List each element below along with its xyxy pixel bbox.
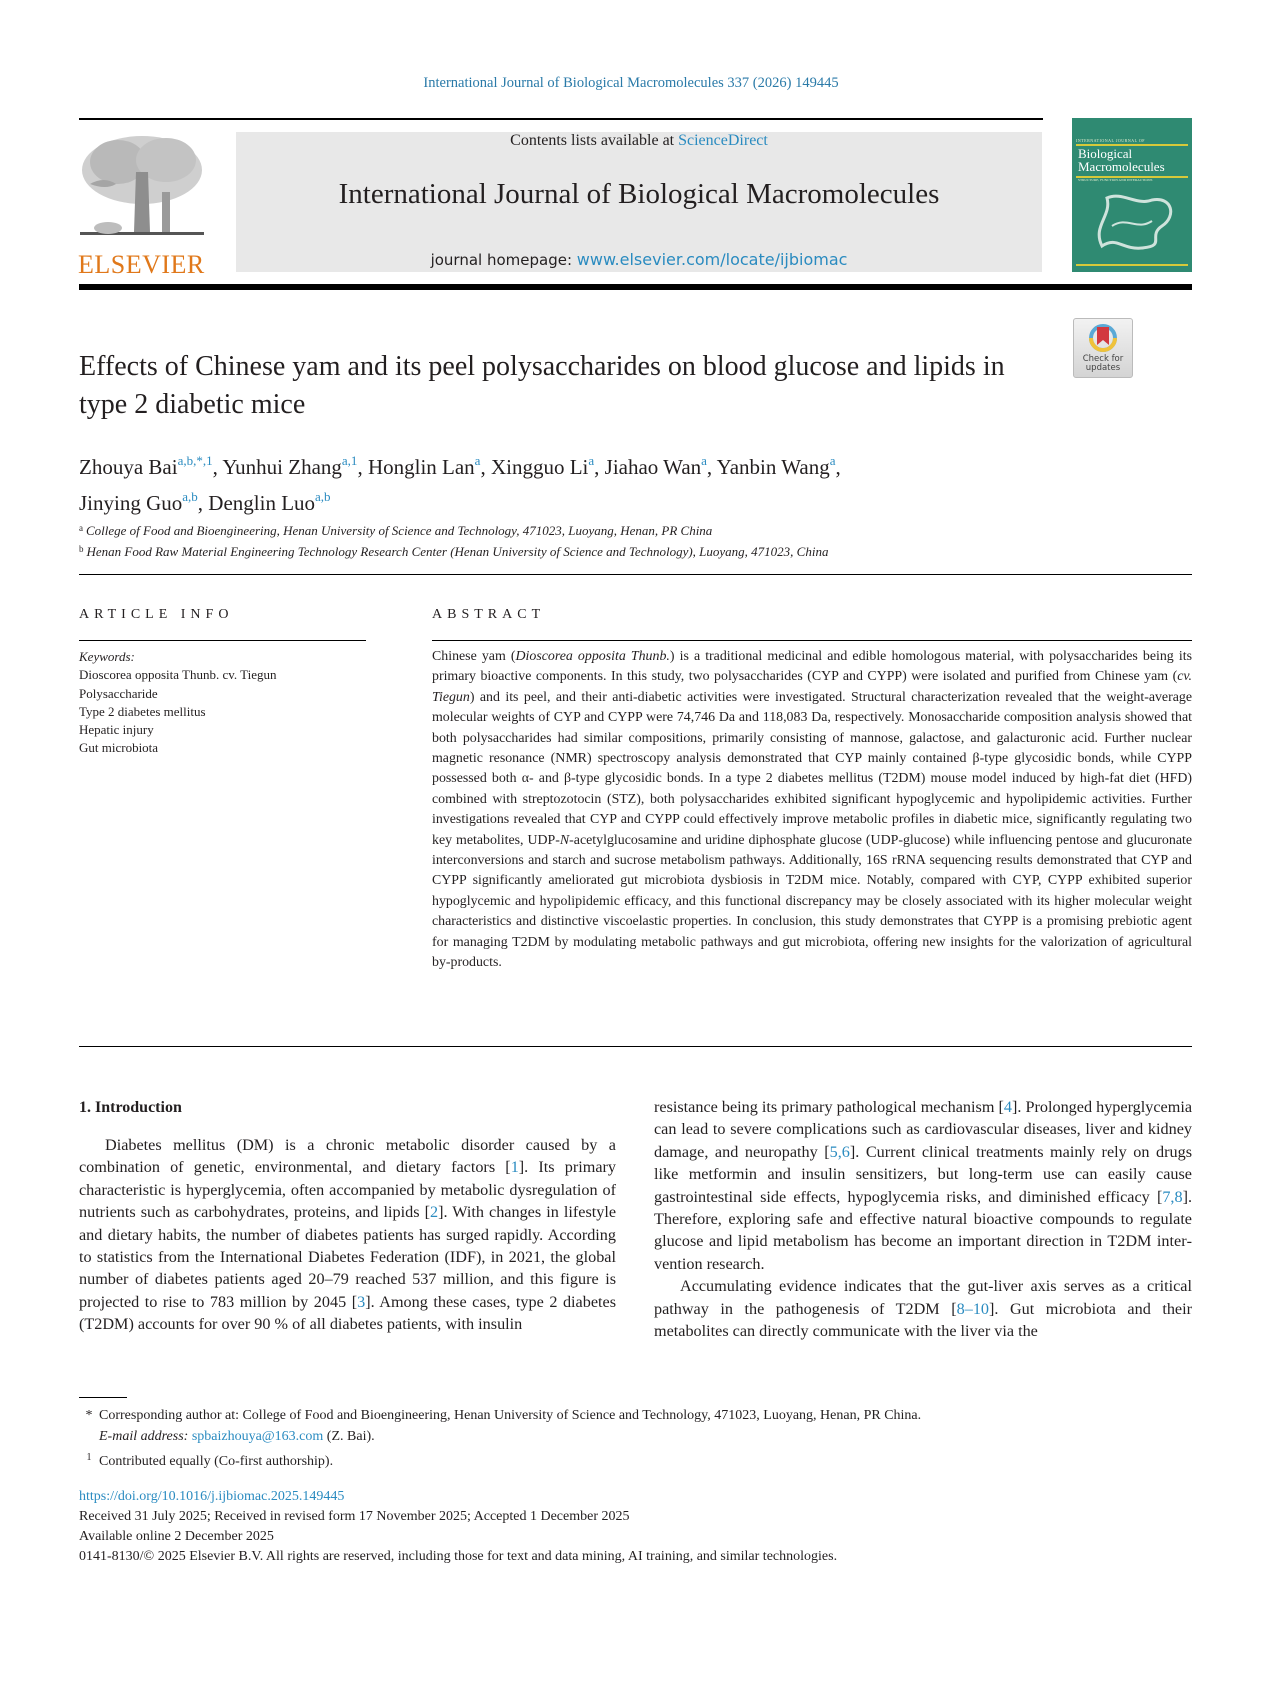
body-text: Diabetes mellitus (DM) is a chronic metabolic disorder caused by a combination of genetic, environmental, and dietary factors bbox=[79, 1136, 616, 1177]
intro-paragraph-2 bbox=[654, 1275, 1192, 1342]
journal-masthead bbox=[236, 132, 1042, 272]
section-rule bbox=[79, 1046, 1192, 1047]
top-rule bbox=[79, 118, 1043, 120]
author[interactable] bbox=[368, 455, 481, 479]
article-history: Received 31 July 2025; Received in revised form 17 November 2025; Accepted 1 December 2025 bbox=[79, 1509, 630, 1524]
body-text: . Gut microbiota and their metabolites can directly communicate with the liver via the bbox=[654, 1299, 1192, 1341]
body-text: . Current clinical treatments mainly rely on drugs like metformin and insulin sensitizers, but long-term use can easily cause gastrointestinal side effects, hypoglycemia risks, and diminished efficacy bbox=[654, 1142, 1192, 1206]
email-suffix: (Z. Bai). bbox=[323, 1429, 375, 1444]
article-info-rule bbox=[79, 640, 366, 641]
body-text: . Its primary characteristic is hyperglycemia, often accompanied by metabolic dysregulation of nutrients such as carbohydrates, proteins, and lipids bbox=[79, 1158, 616, 1222]
author-affiliation-marks[interactable]: a,1 bbox=[341, 453, 358, 468]
article-info-heading: ARTICLE INFO bbox=[79, 607, 234, 622]
author[interactable] bbox=[605, 455, 707, 479]
author-name: Denglin Luo bbox=[208, 491, 316, 515]
citation-number[interactable]: 3 bbox=[357, 1292, 366, 1311]
homepage-line bbox=[236, 250, 1042, 269]
abstract-text-segment: ) and its peel, and their anti-diabetic activities were investigated. Structural characterization revealed that the weight-average molecular weights of CYP and CYPP were 74,746 Da and 118,083 Da, respectively. Monosaccharide composition analysis showed that both polysaccharides had similar compositions, primarily consisting of mannose, galactose, and galacturonic acid. Further nuclear magnetic resonance (NMR) spectroscopy analysis demonstrated that CYP mainly contained β-type glycosidic bonds, while CYPP possessed both α- and β-type glycosidic bonds. In a type 2 diabetes mellitus (T2DM) mouse model induced by high-fat diet (HFD) combined with streptozotocin (STZ), both polysaccharides exhibited significant hypoglycemic and hypolipidemic activities. Further investigations revealed that CYP and CYPP could effectively improve metabolic profiles in diabetic mice, significantly regulating two key metabolites, UDP- bbox=[432, 689, 1192, 848]
body-text: . Among these cases, type 2 diabetes (T2DM) accounts for over 90 % of all diabetes patients, with insulin bbox=[79, 1292, 616, 1334]
author-affiliation-marks[interactable]: a bbox=[588, 453, 595, 468]
abstract-italic-segment: cv. Tiegun bbox=[432, 669, 1192, 705]
affiliation-mark: b bbox=[79, 544, 84, 554]
citation-link[interactable]: [4] bbox=[998, 1098, 1018, 1116]
header-thick-rule bbox=[79, 284, 1192, 290]
check-for-updates-button[interactable] bbox=[1073, 318, 1133, 378]
citation-number[interactable]: 8–10 bbox=[956, 1299, 989, 1318]
affiliation-item bbox=[79, 519, 1179, 540]
citation-link[interactable]: [8–10] bbox=[951, 1299, 995, 1318]
author-separator: , bbox=[197, 491, 209, 515]
abstract-italic-segment: N bbox=[559, 832, 570, 848]
citation-link[interactable]: [5,6] bbox=[824, 1142, 856, 1161]
journal-cover-thumbnail[interactable] bbox=[1072, 118, 1192, 272]
running-head[interactable]: International Journal of Biological Macromolecules 337 (2026) 149445 bbox=[423, 75, 839, 91]
author-affiliation-marks[interactable]: a,b bbox=[182, 489, 198, 504]
citation-number[interactable]: 7,8 bbox=[1162, 1187, 1183, 1206]
crossmark-icon bbox=[1088, 323, 1118, 355]
protein-ribbon-icon bbox=[1082, 186, 1182, 258]
keyword: Type 2 diabetes mellitus bbox=[79, 703, 206, 719]
author-separator: , bbox=[480, 455, 491, 479]
intro-paragraph-1 bbox=[79, 1134, 616, 1336]
affiliation-item bbox=[79, 540, 1179, 561]
keywords-block bbox=[79, 648, 379, 758]
footnote-corresponding bbox=[79, 1405, 1192, 1426]
author-separator: , bbox=[835, 455, 841, 479]
footnote-text: Contributed equally (Co-first authorship). bbox=[99, 1454, 334, 1469]
abstract-body bbox=[432, 647, 1192, 974]
author-separator: , bbox=[594, 455, 605, 479]
body-text: . Therefore, exploring safe and effective natural bioactive compounds to regulate glucose and lipid metabolism has become an important direction in T2DM intervention research. bbox=[654, 1187, 1192, 1273]
cover-kicker: INTERNATIONAL JOURNAL OF bbox=[1076, 138, 1146, 143]
footnotes bbox=[79, 1405, 1192, 1472]
publication-info bbox=[79, 1487, 1192, 1567]
author[interactable] bbox=[79, 491, 198, 515]
author-name: Yunhui Zhang bbox=[222, 455, 342, 479]
citation-link[interactable]: [3] bbox=[351, 1292, 371, 1311]
section-rule bbox=[79, 574, 1192, 575]
author-name: Honglin Lan bbox=[367, 455, 475, 479]
crossmark-line2: updates bbox=[1085, 363, 1121, 373]
keyword: Dioscorea opposita Thunb. cv. Tiegun bbox=[79, 667, 277, 683]
author-name: Zhouya Bai bbox=[79, 455, 178, 479]
cover-subtitle: STRUCTURE, FUNCTION AND INTERACTIONS bbox=[1078, 178, 1153, 182]
affiliation-mark: a bbox=[79, 523, 83, 533]
body-text: . With changes in lifestyle and dietary habits, the number of diabetes patients has surged rapidly. According to statistics from the International Diabetes Federation (IDF), in 2021, the global number of diabetes patients aged 20–79 reached 537 million, and this figure is projected to rise to 783 million by 2045 bbox=[79, 1203, 617, 1311]
abstract-text-segment: -acetylglucosamine and uridine diphosphate glucose (UDP-glucose) while influencing pentose and glucuronate interconversions and starch and sucrose metabolism pathways. Additionally, 16S rRNA sequencing results demonstrated that CYP and CYPP significantly ameliorated gut microbiota dysbiosis in T2DM mice. Notably, compared with CYP, CYPP exhibited superior hypoglycemic and hypolipidemic efficacy, and this functional discrepancy may be closely associated with its higher molecular weight characteristics and distinctive viscoelastic properties. In conclusion, this study demonstrates that CYPP is a promising prebiotic agent for managing T2DM by modulating metabolic pathways and gut microbiota, offering new insights for the valorization of agricultural by-products. bbox=[432, 832, 1193, 971]
footnote-text: Corresponding author at: College of Food and Bioengineering, Henan University of Science and Technology, 471023, Luoyang, Henan, PR China. bbox=[99, 1408, 922, 1423]
author-name: Jiahao Wan bbox=[604, 455, 702, 479]
citation-number[interactable]: 2 bbox=[429, 1203, 439, 1222]
body-column-left bbox=[79, 1134, 616, 1336]
sciencedirect-link[interactable]: ScienceDirect bbox=[678, 132, 768, 149]
cover-title-line1: Biological bbox=[1078, 146, 1133, 161]
paper-title: Effects of Chinese yam and its peel polysaccharides on blood glucose and lipids in type 2 diabetic mice bbox=[79, 351, 1005, 420]
body-text: Accumulating evidence indicates that the gut-liver axis serves as a critical pathway in the pathogenesis of T2DM bbox=[654, 1277, 1192, 1318]
keyword: Polysaccharide bbox=[79, 685, 158, 701]
citation-number[interactable]: 4 bbox=[1003, 1098, 1012, 1116]
author-affiliation-marks[interactable]: a,b bbox=[315, 489, 331, 504]
author-separator: , bbox=[357, 455, 368, 479]
author-name: Jinying Guo bbox=[79, 491, 183, 515]
citation-link[interactable]: [1] bbox=[505, 1158, 525, 1177]
author[interactable] bbox=[717, 455, 836, 479]
author-name: Xingguo Li bbox=[490, 455, 589, 479]
citation-number[interactable]: 5,6 bbox=[829, 1142, 850, 1161]
author-name: Yanbin Wang bbox=[716, 455, 830, 479]
author[interactable] bbox=[208, 491, 330, 515]
contents-line bbox=[236, 132, 1042, 150]
keywords-label: Keywords: bbox=[79, 649, 135, 664]
email-label: E-mail address: bbox=[99, 1429, 189, 1444]
elsevier-wordmark: ELSEVIER bbox=[78, 250, 205, 279]
tree-illustration-icon bbox=[78, 132, 206, 244]
author[interactable] bbox=[491, 455, 594, 479]
citation-number[interactable]: 1 bbox=[510, 1158, 519, 1177]
citation-link[interactable]: [2] bbox=[424, 1203, 444, 1222]
copyright-line: 0141-8130/© 2025 Elsevier B.V. All rights are reserved, including those for text and data mining, AI training, and similar technologies. bbox=[79, 1549, 838, 1564]
abstract-italic-segment: Dioscorea opposita Thunb. bbox=[515, 649, 670, 664]
email-link[interactable]: spbaizhouya@163.com bbox=[191, 1429, 324, 1444]
abstract-text-segment: Chinese yam ( bbox=[432, 649, 516, 664]
author-affiliation-marks[interactable]: a bbox=[701, 453, 707, 468]
contents-prefix: Contents lists available at bbox=[510, 132, 679, 149]
introduction-heading: 1. Introduction bbox=[79, 1099, 182, 1116]
affiliation-text: College of Food and Bioengineering, Henan University of Science and Technology, 471023, Luoyang, Henan, PR China bbox=[86, 523, 713, 538]
available-online: Available online 2 December 2025 bbox=[79, 1529, 274, 1544]
author[interactable] bbox=[79, 455, 213, 479]
author-list bbox=[79, 446, 1139, 518]
author-separator: , bbox=[706, 455, 717, 479]
footnote-email bbox=[79, 1426, 1192, 1447]
footnote-rule bbox=[79, 1397, 127, 1398]
abstract-rule bbox=[432, 640, 1192, 641]
footnote-mark: 1 bbox=[86, 1452, 92, 1463]
doi-link[interactable]: https://doi.org/10.1016/j.ijbiomac.2025.149445 bbox=[79, 1489, 345, 1504]
affiliations bbox=[79, 519, 1179, 561]
body-text: . Prolonged hyperglycemia can lead to severe complications such as cardiovascular diseases, liver and kidney damage, and neuropathy bbox=[654, 1098, 1193, 1161]
citation-link[interactable]: [7,8] bbox=[1156, 1187, 1188, 1206]
abstract-text-segment: ) is a traditional medicinal and edible homologous material, with polysaccharides being its primary bioactive components. In this study, two polysaccharides (CYP and CYPP) were isolated and purified from Chinese yam ( bbox=[432, 649, 1192, 685]
author-affiliation-marks[interactable]: a bbox=[474, 453, 481, 468]
body-text: resistance being its primary pathological mechanism bbox=[654, 1098, 999, 1116]
affiliation-text: Henan Food Raw Material Engineering Technology Research Center (Henan University of Science and Technology), Luoyang, 471023, China bbox=[86, 544, 829, 559]
abstract-heading: ABSTRACT bbox=[432, 607, 546, 622]
cover-title-line2: Macromolecules bbox=[1078, 159, 1165, 174]
homepage-label: journal homepage: bbox=[430, 251, 577, 269]
homepage-link[interactable]: www.elsevier.com/locate/ijbiomac bbox=[576, 250, 848, 269]
author-separator: , bbox=[212, 455, 223, 479]
footnote-equal-contribution bbox=[79, 1447, 1192, 1472]
keyword: Gut microbiota bbox=[79, 740, 159, 756]
cover-bar bbox=[1076, 264, 1188, 266]
intro-paragraph-1-continued bbox=[654, 1096, 1192, 1275]
cover-title bbox=[1078, 147, 1165, 173]
author[interactable] bbox=[222, 455, 357, 479]
author-affiliation-marks[interactable]: a bbox=[829, 453, 836, 468]
journal-title: International Journal of Biological Macromolecules bbox=[338, 178, 940, 210]
keyword: Hepatic injury bbox=[79, 722, 154, 738]
body-column-right bbox=[654, 1096, 1192, 1342]
footnote-mark: * bbox=[85, 1408, 93, 1423]
crossmark-label bbox=[1074, 355, 1132, 373]
crossmark-line1: Check for bbox=[1082, 354, 1124, 364]
author-affiliation-marks[interactable]: a,b,*,1 bbox=[177, 453, 213, 468]
